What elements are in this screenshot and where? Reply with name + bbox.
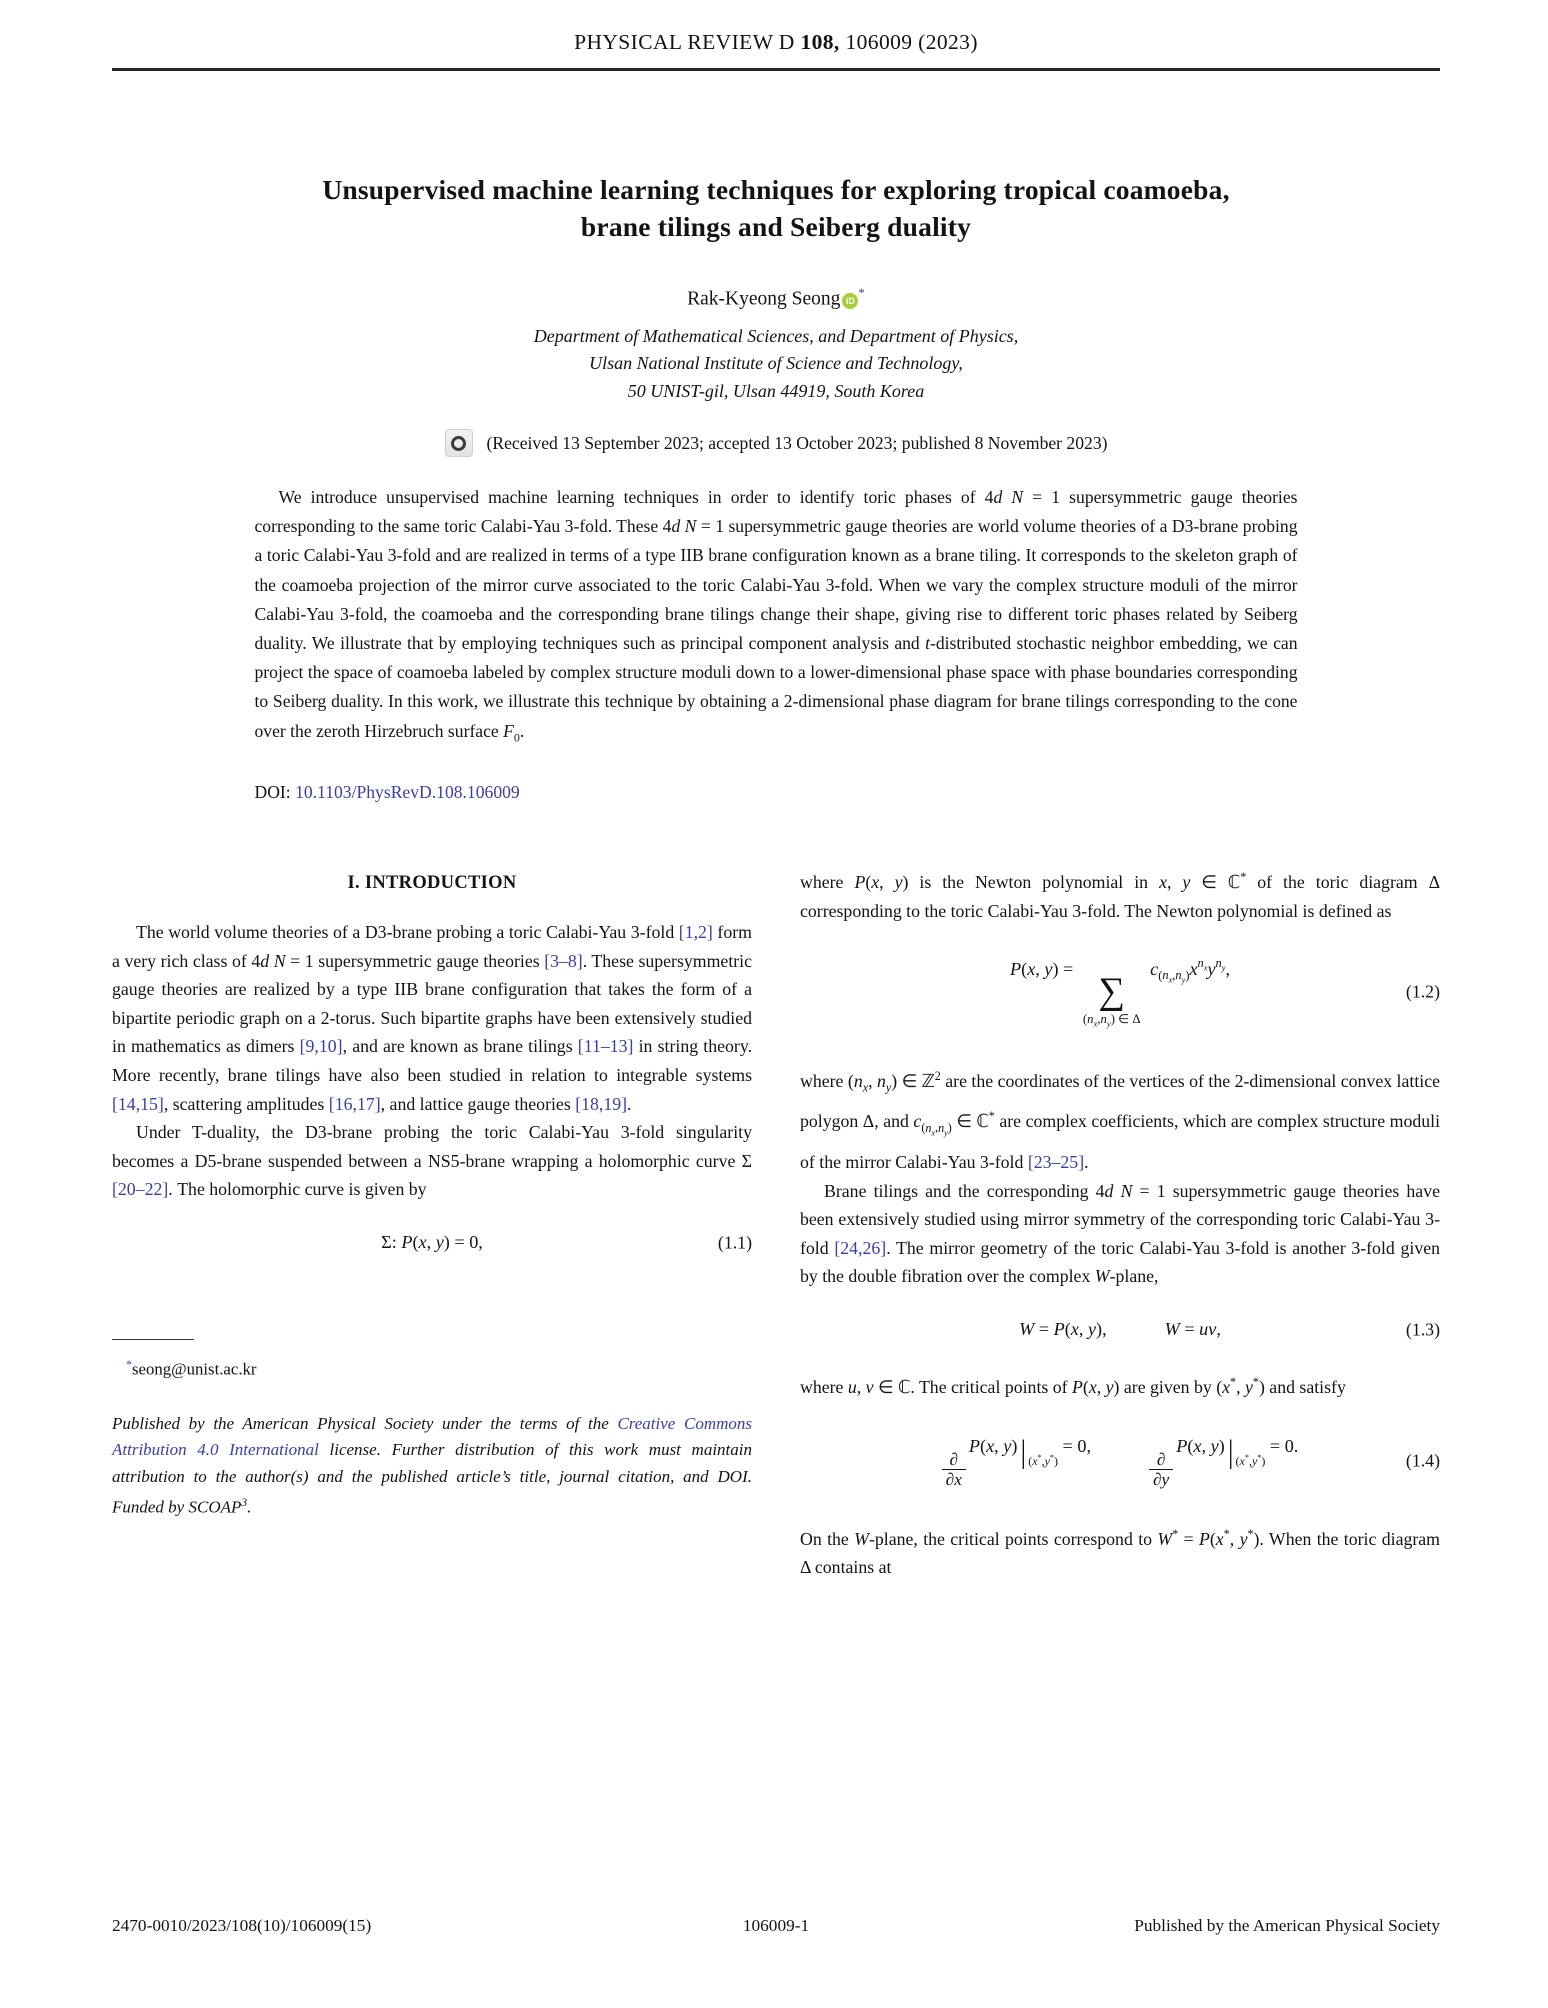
equation-1-3-body: W = P(x, y), W = uv,	[1019, 1318, 1221, 1339]
intro-paragraph-6: where u, v ∈ ℂ. The critical points of P(x, y) are given by (x*, y*) and satisfy	[800, 1375, 1346, 1398]
intro-paragraph-1: The world volume theories of a D3-brane probing a toric Calabi-Yau 3-fold [1,2] form a very rich class of 4d N = 1 supersymmetric gauge theories [3–8]. These supersymmetric gauge theories are realized by a type IIB brane configuration that takes the form of a bipartite periodic graph on a 2-torus. Such bipartite graphs have been extensively studied in mathematics as dimers [9,10], and are known as brane tilings [11–13] in string theory. More recently, brane tilings have also been studied in relation to integrable systems [14,15], scattering amplitudes [16,17], and lattice gauge theories [18,19].	[112, 921, 753, 1114]
footer-page-number: 106009-1	[742, 1916, 810, 1935]
orcid-icon[interactable]: iD	[842, 293, 858, 309]
equation-1-4-left: $\frac{\partial}{\partial x}$ P(x, $y)|_{(x^*,y^*)} = 0$,	[942, 1436, 1091, 1456]
author-line	[112, 285, 1440, 311]
citation-link[interactable]: [23–25]	[1027, 1151, 1085, 1172]
right-column	[800, 863, 1440, 1581]
affiliation-line-2: Ulsan National Institute of Science and Technology,	[589, 353, 963, 373]
citation-link[interactable]: [9,10]	[299, 1036, 343, 1057]
crossmark-ring-glyph	[451, 436, 466, 451]
equation-1-2	[800, 955, 1440, 1028]
cc-license-link[interactable]: Creative Commons Attribution 4.0 International	[112, 1413, 752, 1460]
body-columns	[112, 863, 1440, 1581]
header-rule	[112, 68, 1440, 71]
citation-link[interactable]: [1,2]	[678, 921, 713, 942]
equation-1-4-right: $\frac{\partial}{\partial y}$ P(x, $y)|_{(x^*,y^*)} = 0$.	[1149, 1436, 1298, 1456]
author-footnote-marker[interactable]: *	[858, 285, 865, 300]
affiliation	[112, 323, 1440, 406]
equation-1-4	[800, 1432, 1440, 1490]
equation-1-1-number: (1.1)	[717, 1232, 752, 1253]
intro-paragraph-4: where ($n_x$, $n_y$) ∈ ℤ$^2$ are the coordinates of the vertices of the 2-dimensional convex lattice polygon Δ, and $c_{(n_x,n_y)}$ ∈ ℂ* are complex coefficients, which are complex structure moduli of the mirror Calabi-Yau 3-fold [23–25].	[800, 1069, 1441, 1172]
footnote-rule	[112, 1339, 194, 1340]
received-line	[112, 429, 1440, 457]
citation-link[interactable]: [3–8]	[544, 950, 583, 971]
summation-symbol: ∑ $(n_x,n_y)$ ∈ Δ	[1082, 970, 1141, 1029]
footer-issn-code: 2470-0010/2023/108(10)/106009(15)	[112, 1916, 372, 1935]
equation-1-2-number: (1.2)	[1405, 981, 1440, 1002]
citation-link[interactable]: [11–13]	[577, 1036, 634, 1057]
equation-1-1-body: Σ: P(x, y) = 0,	[381, 1231, 483, 1252]
crossmark-icon[interactable]	[445, 429, 473, 457]
doi-link[interactable]: 10.1103/PhysRevD.108.106009	[295, 782, 520, 803]
intro-paragraph-5: Brane tilings and the corresponding 4d N = 1 supersymmetric gauge theories have been extensively studied using mirror symmetry of the corresponding toric Calabi-Yau 3-fold [24,26]. The mirror geometry of the toric Calabi-Yau 3-fold is another 3-fold given by the double fibration over the complex W-plane,	[800, 1180, 1440, 1287]
equation-1-1	[112, 1230, 752, 1255]
citation-link[interactable]: [24,26]	[834, 1237, 887, 1258]
citation-link[interactable]: [18,19]	[575, 1093, 628, 1114]
doi-link-wrap	[295, 782, 520, 802]
equation-1-2-body	[1010, 956, 1230, 1029]
citation-link[interactable]: [16,17]	[328, 1093, 381, 1114]
license-note: Published by the American Physical Society under the terms of the Creative Commons Attribution 4.0 International license. Further distribution of this work must maintain attribution to the author(s) and the published article’s title, journal citation, and DOI. Funded by SCOAP$^3$.	[112, 1413, 752, 1517]
affiliation-line-3: 50 UNIST-gil, Ulsan 44919, South Korea	[627, 380, 925, 401]
doi-label: DOI:	[254, 782, 296, 803]
equation-1-4-body	[942, 1434, 1299, 1490]
affiliation-line-1: Department of Mathematical Sciences, and Department of Physics,	[533, 325, 1019, 346]
citation-link[interactable]: [20–22]	[112, 1179, 169, 1200]
intro-paragraph-3: where P(x, y) is the Newton polynomial in x, y ∈ ℂ* of the toric diagram Δ corresponding to the toric Calabi-Yau 3-fold. The Newton polynomial is defined as	[800, 870, 1441, 921]
citation-link[interactable]: [14,15]	[112, 1093, 164, 1114]
footnote-email: *seong@unist.ac.kr	[126, 1357, 257, 1379]
equation-1-4-number: (1.4)	[1405, 1450, 1440, 1471]
doi-line	[255, 782, 1298, 803]
equation-1-2-rhs: $c_{(n_x,n_y)}x^{n_x}y^{n_y}$,	[1150, 956, 1230, 985]
footer-publisher-note: Published by the American Physical Society	[1134, 1916, 1440, 1935]
equation-1-3	[800, 1317, 1440, 1342]
author-name: Rak-Kyeong Seong	[687, 288, 841, 310]
footnote-block	[112, 1339, 752, 1521]
abstract: We introduce unsupervised machine learning techniques in order to identify toric phases of 4d N = 1 supersymmetric gauge theories corresponding to the same toric Calabi-Yau 3-fold. These 4d N = 1 supersymmetric gauge theories are world volume theories of a D3-brane probing a toric Calabi-Yau 3-fold and are realized in terms of a type IIB brane configuration known as a brane tiling. It corresponds to the skeleton graph of the coamoeba projection of the mirror curve associated to the toric Calabi-Yau 3-fold. When we vary the complex structure moduli of the mirror Calabi-Yau 3-fold, the coamoeba and the corresponding brane tilings change their shape, giving rise to different toric phases related by Seiberg duality. We illustrate that by employing techniques such as principal component analysis and t-distributed stochastic neighbor embedding, we can project the space of coamoeba labeled by complex structure moduli down to a lower-dimensional phase space with phase boundaries corresponding to Seiberg duality. In this work, we illustrate this technique by obtaining a 2-dimensional phase diagram for brane tilings corresponding to the cone over the zeroth Hirzebruch surface $F_0$.	[254, 487, 1298, 745]
paper-title: Unsupervised machine learning techniques for exploring tropical coamoeba, brane tilings and Seiberg duality	[322, 174, 1230, 242]
summation-under: $(n_x,n_y)$ ∈ Δ	[1082, 1012, 1141, 1029]
journal-header: PHYSICAL REVIEW D 108, 106009 (2023)	[574, 30, 978, 54]
left-column	[112, 863, 752, 1581]
footnote-email-link[interactable]: seong@unist.ac.kr	[132, 1359, 257, 1379]
intro-paragraph-2: Under T-duality, the D3-brane probing the toric Calabi-Yau 3-fold singularity becomes a D5-brane suspended between a NS5-brane wrapping a holomorphic curve Σ [20–22]. The holomorphic curve is given by	[112, 1122, 752, 1200]
equation-1-2-lhs: P(x, y) =	[1010, 958, 1078, 979]
equation-1-3-number: (1.3)	[1405, 1319, 1440, 1340]
section-heading-introduction: I. INTRODUCTION	[347, 873, 517, 894]
history-text: (Received 13 September 2023; accepted 13 October 2023; published 8 November 2023)	[486, 432, 1108, 453]
intro-paragraph-7: On the W-plane, the critical points correspond to W* = P(x*, y*). When the toric diagram Δ contains at	[800, 1526, 1441, 1578]
